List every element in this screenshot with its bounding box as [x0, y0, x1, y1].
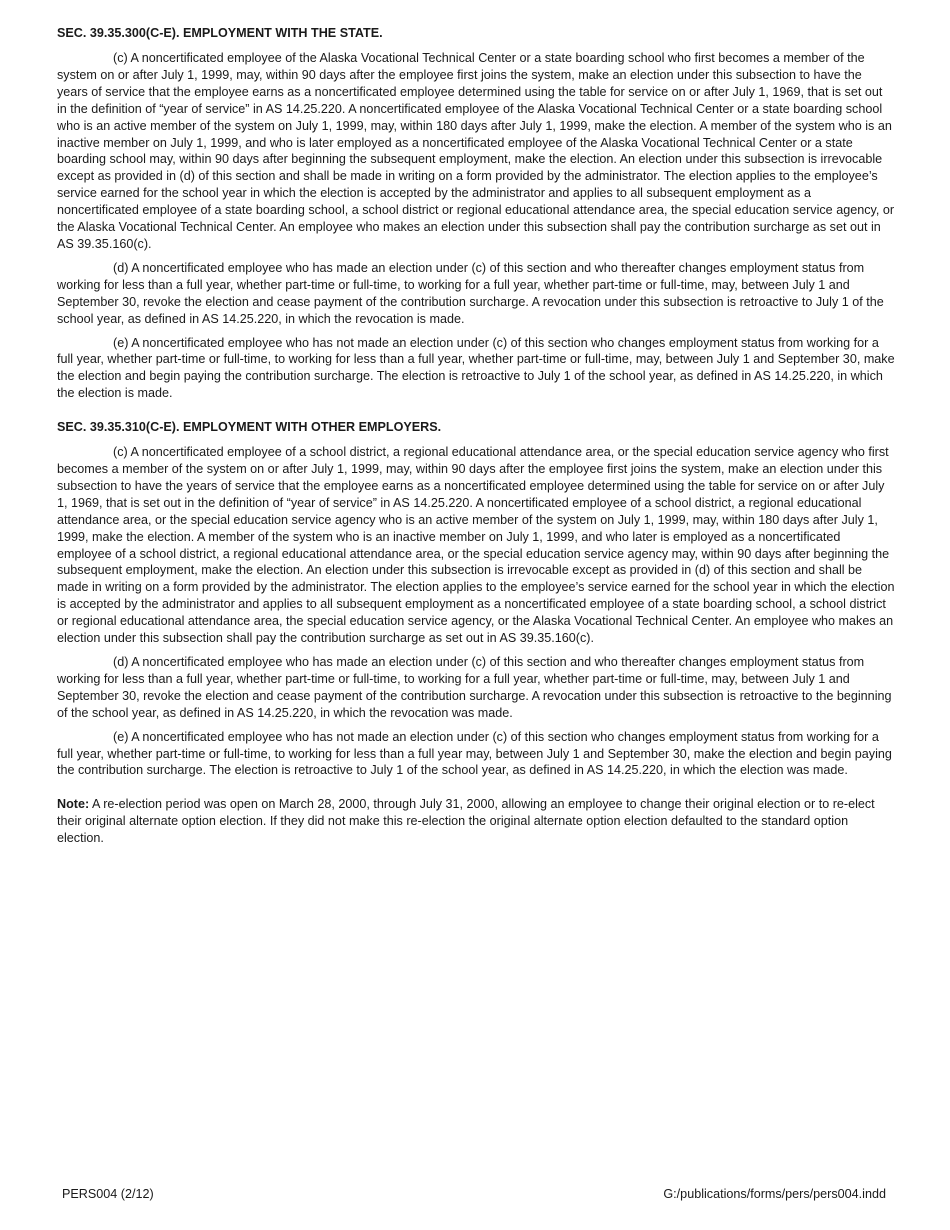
section2-paragraph-d: (d) A noncertificated employee who has made an election under (c) of this section and who thereafter changes employment status from working for less than a full year, whether part-time or full-time, to working for a full year, whether part-time or full-time, may, between July 1 and September 30, revoke the election and cease payment of the contribution surcharge. A revocation under this subsection is retroactive to the beginning of the school year, as defined in AS 14.25.220, in which the revocation was made.: [57, 655, 892, 720]
footer-form-id: PERS004 (2/12): [62, 1187, 154, 1201]
note-paragraph: [57, 796, 895, 847]
document-page: [57, 25, 895, 847]
note-text: A re-election period was open on March 28, 2000, through July 31, 2000, allowing an employee to change their original election or to re-elect their original alternate option election. If they did not make this re-election the original alternate option election defaulted to the standard option election.: [57, 797, 875, 846]
section2-paragraph-e: (e) A noncertificated employee who has not made an election under (c) of this section who changes employment status from working for a full year, whether part-time or full-time, to working for less than a full year may, between July 1 and September 30, make the election and begin paying the contribution surcharge. The election is retroactive to July 1 of the school year, as defined in AS 14.25.220, in which the election was made.: [57, 729, 892, 778]
section2-paragraph-c: (c) A noncertificated employee of a school district, a regional educational attendance area, or the special education service agency who first becomes a member of the system on or after July 1, 1999, may, within 90 days after the employee first joins the system, make an election under this subsection to have the years of service that the employee earns as a noncertificated employee determined using the table for service on or after July 1, 1969, that is set out in the definition of “year of service” in AS 14.25.220. A noncertificated employee of a school district, a regional educational attendance area, or the special education service agency who is an active member of the system on July 1, 1999, may, within 180 days after July 1, 1999, make the election. A member of the system who is an inactive member on July 1, 1999, and who later is employed as a noncertificated employee of a school district, a regional educational attendance area, or the special education service agency may, within 90 days after beginning the subsequent employment, make the election. An election under this subsection is irrevocable except as provided in (d) of this section and shall be made in writing on a form provided by the administrator. The election applies to the employee’s service earned for the school year in which the election is accepted by the administrator and applies to all subsequent employment as a noncertificated employee of a state boarding school, a school district or regional educational attendance area, the special education service agency, or the Alaska Vocational Technical Center. An employee who makes an election under this subsection shall pay the contribution surcharge as set out in AS 39.35.160(c).: [57, 445, 895, 646]
section-heading-other-employers: SEC. 39.35.310(C-E). EMPLOYMENT WITH OTHER EMPLOYERS.: [57, 420, 442, 435]
section-heading-state-employment: SEC. 39.35.300(C-E). EMPLOYMENT WITH THE STATE.: [57, 26, 383, 40]
section1-paragraph-c: (c) A noncertificated employee of the Alaska Vocational Technical Center or a state boarding school who first becomes a member of the system on or after July 1, 1999, may, within 90 days after the employee first joins the system, make an election under this subsection to have the years of service that the employee earns as a noncertificated employee determined using the table for service on or after July 1, 1969, that is set out in the definition of “year of service” in AS 14.25.220. A noncertificated employee of the Alaska Vocational Technical Center or a state boarding school who is an active member of the system on July 1, 1999, may, within 180 days after July 1, 1999, make the election. A member of the system who is an inactive member on July 1, 1999, and who is later employed as a noncertificated employee of the Alaska Vocational Technical Center or a state boarding school may, within 90 days after beginning the subsequent employment, make the election. An election under this subsection is irrevocable except as provided in (d) of this section and shall be made in writing on a form provided by the administrator. The election applies to the employee’s service earned for the school year in which the election is accepted by the administrator and applies to all subsequent employment as a noncertificated employee of a state boarding school, a school district or regional educational attendance area, the special education service agency, or the Alaska Vocational Technical Center. An employee who makes an election under this subsection shall pay the contribution surcharge as set out in AS 39.35.160(c).: [57, 51, 895, 251]
note-label: Note:: [57, 797, 90, 812]
section1-paragraph-d: (d) A noncertificated employee who has made an election under (c) of this section and who thereafter changes employment status from working for less than a full year, whether part-time or full-time, to working for a full year, whether part-time or full-time, may, between July 1 and September 30, revoke the election and cease payment of the contribution surcharge. A revocation under this subsection is retroactive to July 1 of the school year, as defined in AS 14.25.220, in which the revocation is made.: [57, 260, 884, 326]
section1-paragraph-e: (e) A noncertificated employee who has not made an election under (c) of this section who changes employment status from working for a full year, whether part-time or full-time, to working for less than a full year, whether part-time or full-time, may, between July 1 and September 30, make the election and begin paying the contribution surcharge. The election is retroactive to July 1 of the school year, as defined in AS 14.25.220, in which the election is made.: [57, 335, 895, 401]
footer-file-path: G:/publications/forms/pers/pers004.indd: [663, 1187, 886, 1201]
